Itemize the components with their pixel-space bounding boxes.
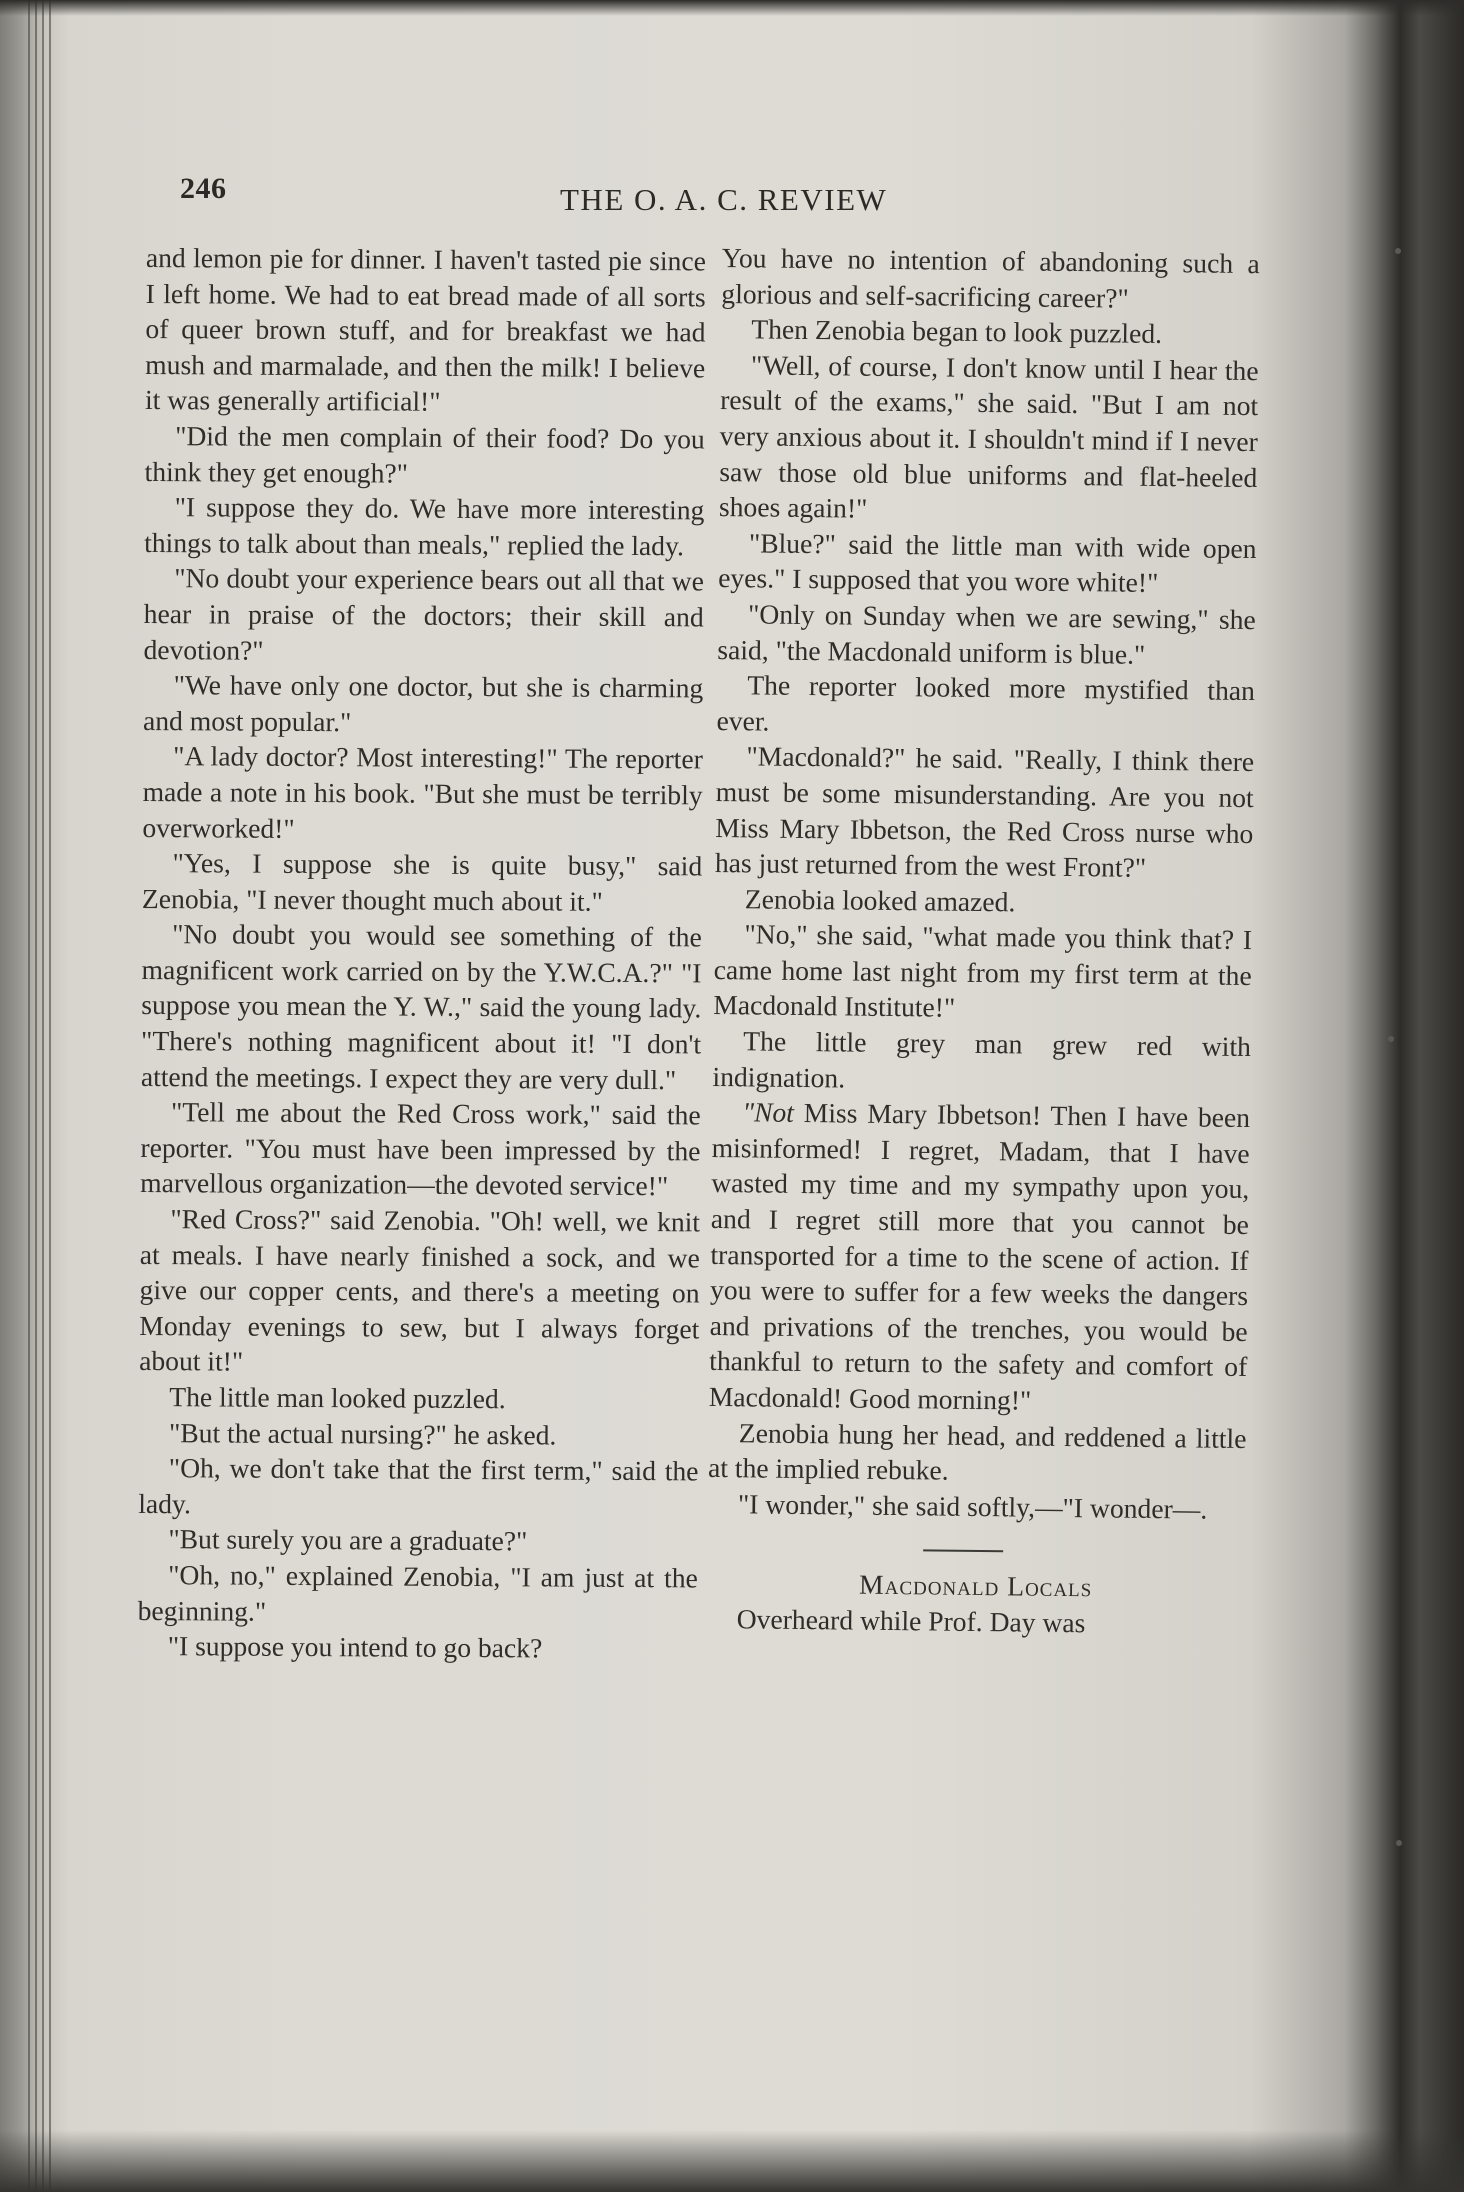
paragraph-text: "Oh, no," explained Zenobia, "I am just at the beginning."	[137, 1559, 698, 1627]
paragraph	[139, 1379, 699, 1418]
paragraph-text: "But the actual nursing?" he asked.	[168, 1416, 557, 1451]
page-speck	[1388, 1036, 1394, 1042]
paragraph-text: "We have only one doctor, but she is charming and most popular."	[142, 669, 704, 737]
paragraph	[144, 418, 704, 493]
page-speck	[1396, 1840, 1402, 1846]
running-head: THE O. A. C. REVIEW	[560, 182, 888, 217]
section-first-line: Overheard while Prof. Day was	[736, 1603, 1086, 1639]
paragraph	[137, 1628, 697, 1667]
paragraph-text: "Did the men complain of their food? Do you think they get enough?"	[144, 420, 705, 489]
page-number: 246	[180, 172, 227, 205]
paragraph	[721, 311, 1259, 353]
paragraph-text: "No doubt your experience bears out all that we hear in praise of the doctors; their skill and devotion?"	[143, 562, 705, 666]
paragraph-text: The little grey man grew red with indignation.	[712, 1025, 1252, 1094]
left-column	[137, 240, 706, 1667]
bottom-shadow	[0, 2130, 1464, 2192]
paragraph	[713, 916, 1252, 1029]
paragraph-text: "Macdonald?" he said. "Really, I think there must be some misunderstanding. Are you not Miss Mary Ibbetson, the Red Cross nurse who has just returned from the west Front?"	[714, 740, 1255, 883]
paragraph	[145, 240, 706, 421]
paragraph-text: Zenobia hung her head, and reddened a little at the implied rebuke.	[707, 1416, 1247, 1486]
paragraph	[709, 1094, 1251, 1420]
top-shadow	[0, 0, 1464, 16]
paragraph-text: "I suppose they do. We have more interesting things to talk about than meals," replied the lady.	[144, 491, 705, 562]
paragraph	[707, 1486, 1245, 1528]
paragraph-text: "Oh, we don't take that the first term," said the lady.	[138, 1452, 699, 1520]
paragraph-text: "Yes, I suppose she is quite busy," said Zenobia, "I never thought much about it."	[141, 847, 703, 917]
paragraph-text: Miss Mary Ibbetson! Then I have been misinformed! I regret, Madam, that I have wasted my time and my sympathy upon you, and I regret still more that you cannot be transported for a time to the scene of action. If you were to suffer for a few weeks the dangers and privations of the trenches, you would be thankful to return to the safety and comfort of Macdonald! Good morning!"	[708, 1097, 1251, 1416]
paragraph-text: and lemon pie for dinner. I haven't tasted pie since I left home. We had to eat bread made of all sorts of queer brown stuff, and for breakfast we had mush and marmalade, and then the milk! I believe it was generally artificial!"	[144, 241, 706, 418]
paragraph	[714, 881, 1252, 923]
right-column-paragraphs	[707, 240, 1260, 1527]
paragraph	[716, 667, 1255, 744]
paragraph-text: "Well, of course, I don't know until I hear the result of the exams," she said. "But I am not very anxious about it. I shouldn't mind if I never saw those old blue uniforms and flat-heeled shoes again!"	[718, 349, 1259, 524]
paragraph	[719, 347, 1259, 531]
paragraph-text: Zenobia looked amazed.	[744, 882, 1016, 918]
paragraph	[138, 1521, 698, 1560]
paragraph	[143, 667, 703, 742]
paragraph	[139, 1201, 700, 1382]
paragraph	[141, 916, 702, 1097]
paragraph-text: "No doubt you would see something of the magnificent work carried on by the Y.W.C.A.?" "I suppose you mean the Y. W.," said the young lady. "There's nothing magnificent about it! "I don't attend the meetings. I expect they are very dull."	[140, 918, 702, 1095]
paragraph-text: "Red Cross?" said Zenobia. "Oh! well, we knit at meals. I have nearly finished a sock, and we give our copper cents, and there's a meeting on Monday evenings to sew, but I always forget about it!"	[139, 1203, 701, 1378]
section-heading: Macdonald Locals	[858, 1569, 1093, 1603]
paragraph	[715, 738, 1255, 886]
paragraph-text: "Blue?" said the little man with wide open eyes." I supposed that you wore white!"	[717, 527, 1257, 599]
paragraph-text: "Tell me about the Red Cross work," said the reporter. "You must have been impressed by the marvellous organization—the devoted service!"	[140, 1096, 701, 1202]
paragraph	[143, 560, 704, 670]
paragraph-text: You have no intention of abandoning such a glorious and self-sacrificing career?"	[721, 241, 1260, 314]
page-speck	[1395, 248, 1401, 254]
paragraph	[140, 1094, 701, 1204]
paragraph-text: "But surely you are a graduate?"	[168, 1523, 528, 1557]
paragraph	[721, 240, 1260, 317]
paragraph-text: The reporter looked more mystified than ever.	[716, 669, 1256, 737]
paragraph	[712, 1023, 1251, 1100]
paragraph-text: "I wonder," she said softly,—"I wonder—.	[737, 1488, 1208, 1525]
paragraph-text: Then Zenobia began to look puzzled.	[751, 313, 1163, 350]
paragraph	[139, 1415, 699, 1454]
book-binding	[28, 0, 54, 2192]
paragraph	[718, 525, 1257, 602]
emphasis: "Not	[742, 1096, 795, 1129]
paragraph	[142, 845, 702, 920]
paragraph-text: The little man looked puzzled.	[169, 1381, 506, 1415]
paragraph-text: "Only on Sunday when we are sewing," she said, "the Macdonald uniform is blue."	[717, 598, 1256, 670]
paragraph-text: "I suppose you intend to go back?	[167, 1630, 543, 1664]
paragraph-text: "No," she said, "what made you think that? I came home last night from my first term at the Macdonald Institute!"	[713, 918, 1253, 1024]
paragraph	[138, 1557, 698, 1632]
paragraph	[138, 1450, 698, 1525]
paragraph	[717, 596, 1256, 673]
paragraph	[142, 738, 703, 848]
section-divider	[923, 1550, 1003, 1553]
paragraph	[708, 1415, 1247, 1492]
right-column	[706, 240, 1260, 1643]
paragraph-text: "A lady doctor? Most interesting!" The reporter made a note in his book. "But she must be terribly overworked!"	[142, 740, 703, 844]
paragraph	[144, 489, 704, 564]
